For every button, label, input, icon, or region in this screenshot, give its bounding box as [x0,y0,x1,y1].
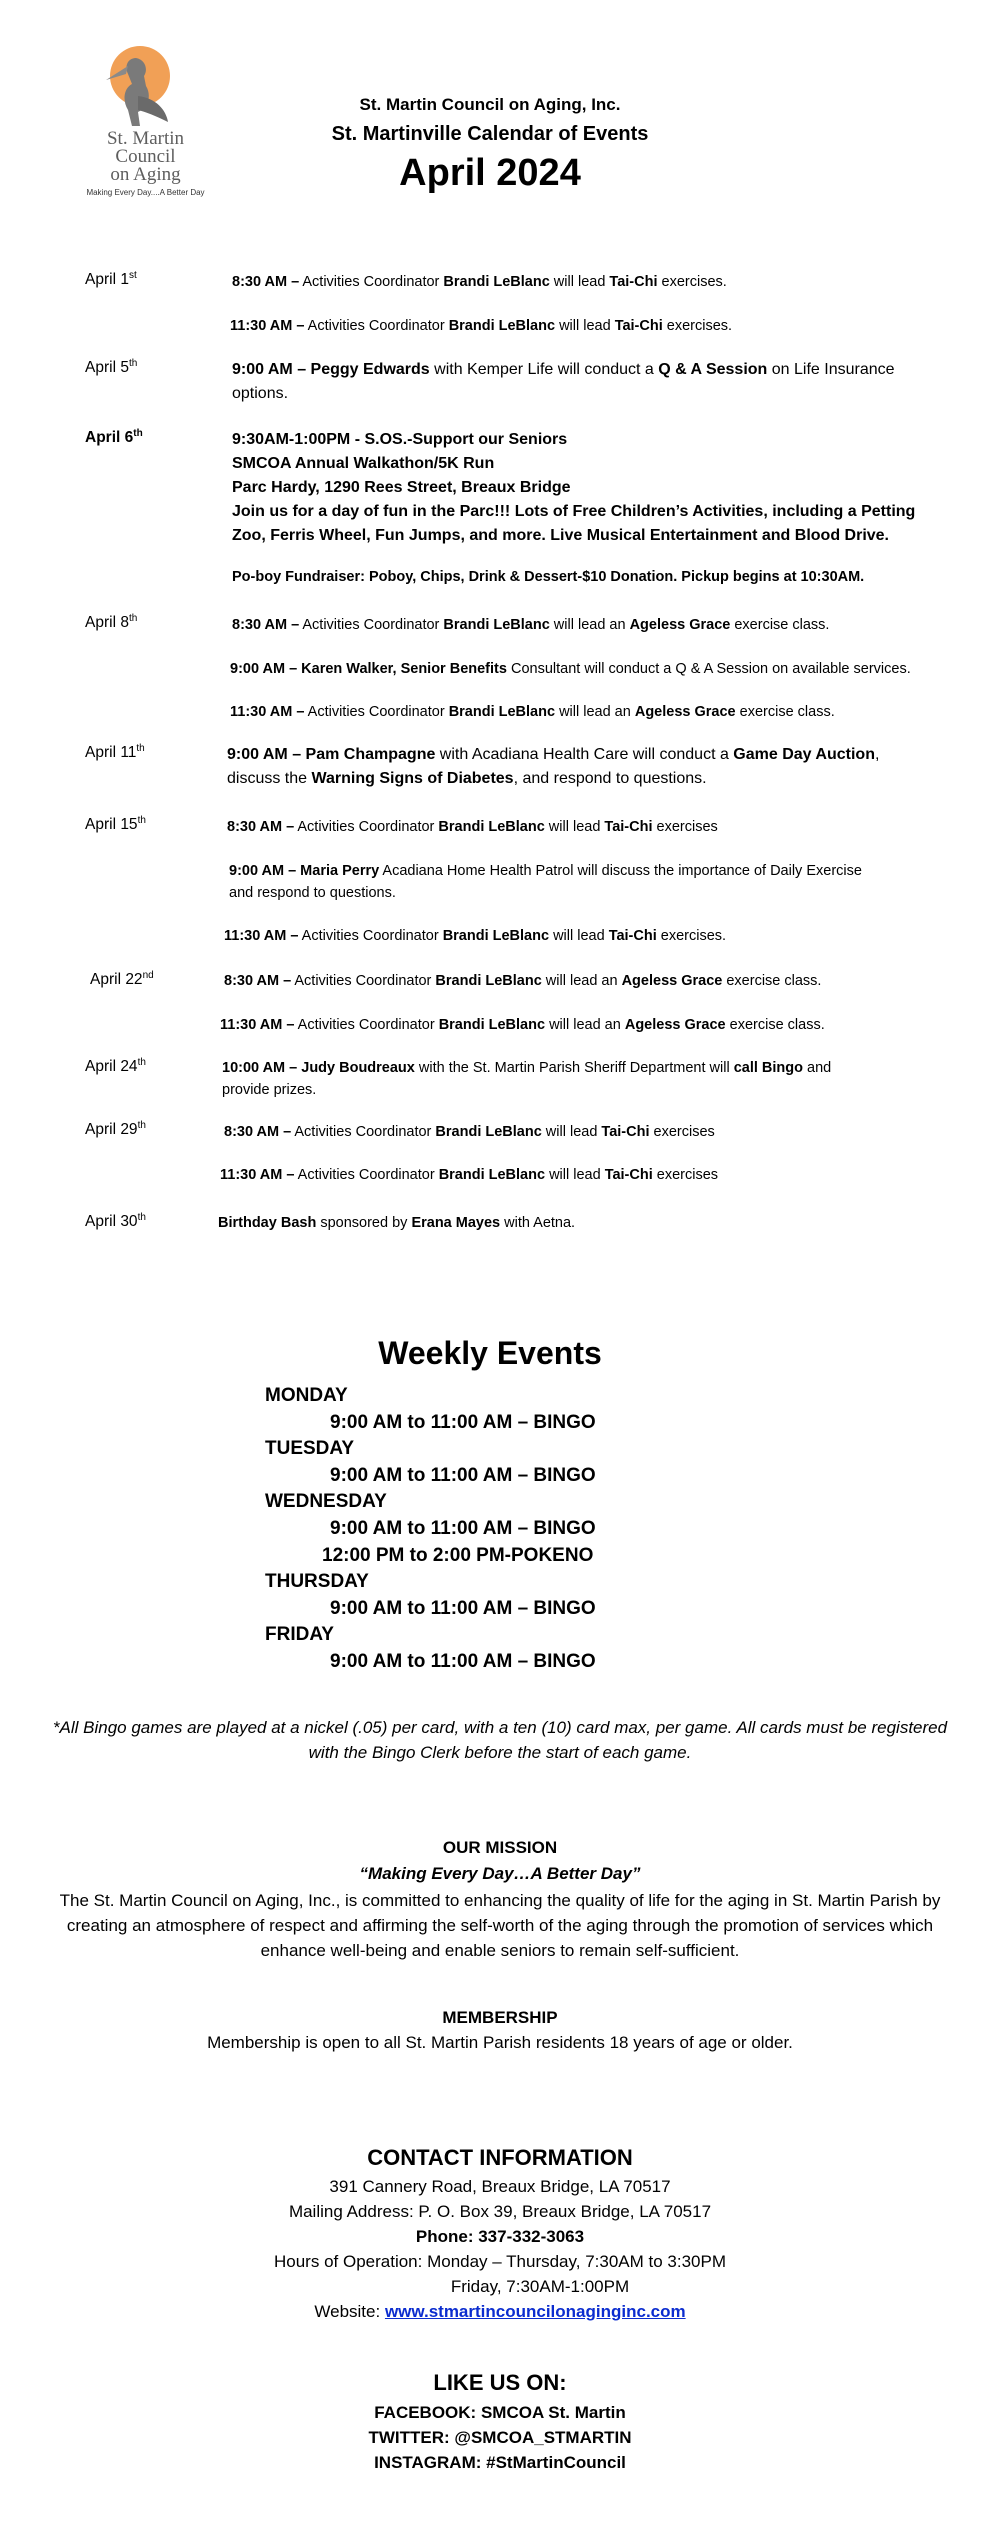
social-instagram: INSTAGRAM: #StMartinCouncil [374,2453,626,2472]
header-organization: St. Martin Council on Aging, Inc. [359,95,621,114]
weekly-day-friday: FRIDAY [265,1624,334,1645]
event-april-8-ageless-grace-late: 11:30 AM – Activities Coordinator Brandi LeBlanc will lead an Ageless Grace exercise class. [230,704,835,720]
event-april-22-ageless-grace-morning: 8:30 AM – Activities Coordinator Brandi LeBlanc will lead an Ageless Grace exercise class. [224,973,822,989]
event-april-8-senior-benefits: 9:00 AM – Karen Walker, Senior Benefits Consultant will conduct a Q & A Session on available services. [230,661,911,677]
weekly-day-monday: MONDAY [265,1385,348,1406]
logo-tagline: Making Every Day....A Better Day [86,188,205,197]
event-april-5-life-insurance: 9:00 AM – Peggy Edwards with Kemper Life will conduct a Q & A Session on Life Insurance options. [232,361,895,402]
contact-phone: Phone: 337-332-3063 [415,2227,585,2246]
weekly-day-wednesday: WEDNESDAY [265,1491,387,1512]
event-april-15-tai-chi-morning: 8:30 AM – Activities Coordinator Brandi LeBlanc will lead Tai-Chi exercises [227,819,718,835]
event-april-30-birthday-bash: Birthday Bash sponsored by Erana Mayes with Aetna. [218,1215,576,1231]
event-april-24-bingo: 10:00 AM – Judy Boudreaux with the St. Martin Parish Sheriff Department will call Bingo and provide prizes. [222,1060,832,1098]
weekly-day-tuesday: TUESDAY [265,1438,355,1459]
event-april-15-daily-exercise: 9:00 AM – Maria Perry Acadiana Home Health Patrol will discuss the importance of Daily Exercise and respond to questions. [229,863,862,901]
date-april-29: April 29th [85,1120,146,1139]
weekly-events-title: Weekly Events [378,1335,602,1371]
social-heading: LIKE US ON: [433,2370,567,2395]
date-april-11: April 11th [85,743,145,762]
header-month: April 2024 [399,152,581,194]
social-facebook: FACEBOOK: SMCOA St. Martin [374,2403,626,2422]
event-april-6-poboy-fundraiser: Po-boy Fundraiser: Poboy, Chips, Drink & Dessert-$10 Donation. Pickup begins at 10:30AM. [232,569,865,585]
council-logo [78,36,213,206]
event-april-15-tai-chi-late: 11:30 AM – Activities Coordinator Brandi LeBlanc will lead Tai-Chi exercises. [224,928,727,944]
contact-address: 391 Cannery Road, Breaux Bridge, LA 70517 [329,2177,671,2196]
event-april-8-ageless-grace-morning: 8:30 AM – Activities Coordinator Brandi LeBlanc will lead an Ageless Grace exercise class. [232,617,830,633]
date-april-8: April 8th [85,613,138,632]
event-april-6-walkathon: 9:30AM-1:00PM - S.OS.-Support our Seniors SMCOA Annual Walkathon/5K Run Parc Hardy, 1290 Rees Street, Breaux Bridge Join us for a day of fun in the Parc!!! Lots of Free Children’s Activities, including a Petting Zoo, Ferris Wheel, Fun Jumps, and more. Live Musical Entertainment and Blood Drive. [232,431,916,544]
date-april-22: April 22nd [90,970,154,989]
event-april-1-tai-chi-morning: 8:30 AM – Activities Coordinator Brandi LeBlanc will lead Tai-Chi exercises. [232,274,727,290]
event-april-11-game-day-auction: 9:00 AM – Pam Champagne with Acadiana Health Care will conduct a Game Day Auction, discuss the Warning Signs of Diabetes, and respond to questions. [227,746,880,787]
logo-line-1: St. Martin [106,128,185,149]
weekly-thursday-slot: 9:00 AM to 11:00 AM – BINGO [330,1598,596,1619]
membership-heading: MEMBERSHIP [442,2008,558,2027]
membership-text: Membership is open to all St. Martin Parish residents 18 years of age or older. [207,2033,793,2052]
header-calendar-title: St. Martinville Calendar of Events [331,123,649,145]
weekly-wednesday-slot-pokeno: 12:00 PM to 2:00 PM-POKENO [322,1545,594,1566]
mission-text: The St. Martin Council on Aging, Inc., is committed to enhancing the quality of life for the aging in St. Martin Parish by creating an atmosphere of respect and affirming the self-worth of the aging through the promotion of services which enhance well-being and enable seniors to remain self-sufficient. [59,1891,941,1960]
event-april-29-tai-chi-late: 11:30 AM – Activities Coordinator Brandi LeBlanc will lead Tai-Chi exercises [220,1167,719,1183]
date-april-6: April 6th [85,428,143,447]
logo-line-3: on Aging [110,164,181,185]
social-twitter: TWITTER: @SMCOA_STMARTIN [368,2428,632,2447]
mission-heading: OUR MISSION [442,1838,558,1857]
date-april-1: April 1st [85,270,137,289]
weekly-friday-slot: 9:00 AM to 11:00 AM – BINGO [330,1651,596,1672]
date-april-24: April 24th [85,1057,146,1076]
event-april-22-ageless-grace-late: 11:30 AM – Activities Coordinator Brandi LeBlanc will lead an Ageless Grace exercise class. [220,1017,825,1033]
event-april-1-tai-chi-late: 11:30 AM – Activities Coordinator Brandi LeBlanc will lead Tai-Chi exercises. [230,318,733,334]
contact-website-label: Website: [314,2302,385,2321]
logo-line-2: Council [115,146,176,167]
mission-motto: “Making Every Day…A Better Day” [359,1864,641,1883]
event-april-29-tai-chi-morning: 8:30 AM – Activities Coordinator Brandi LeBlanc will lead Tai-Chi exercises [224,1124,715,1140]
date-april-5: April 5th [85,358,138,377]
date-april-15: April 15th [85,815,146,834]
contact-website-line [0,2302,1000,2322]
contact-hours-friday: Friday, 7:30AM-1:00PM [450,2277,630,2296]
contact-hours-weekday: Hours of Operation: Monday – Thursday, 7:30AM to 3:30PM [274,2252,726,2271]
weekly-wednesday-slot-bingo: 9:00 AM to 11:00 AM – BINGO [330,1518,596,1539]
contact-heading: CONTACT INFORMATION [367,2145,633,2170]
pelican-sun-icon [78,36,213,131]
weekly-monday-slot: 9:00 AM to 11:00 AM – BINGO [330,1412,596,1433]
bingo-note: *All Bingo games are played at a nickel (.05) per card, with a ten (10) card max, per game. All cards must be registered with the Bingo Clerk before the start of each game. [52,1718,948,1762]
contact-website-link[interactable]: www.stmartincouncilonaginginc.com [384,2302,686,2321]
weekly-day-thursday: THURSDAY [265,1571,369,1592]
contact-mailing-address: Mailing Address: P. O. Box 39, Breaux Bridge, LA 70517 [288,2202,712,2221]
date-april-30: April 30th [85,1212,146,1231]
weekly-tuesday-slot: 9:00 AM to 11:00 AM – BINGO [330,1465,596,1486]
